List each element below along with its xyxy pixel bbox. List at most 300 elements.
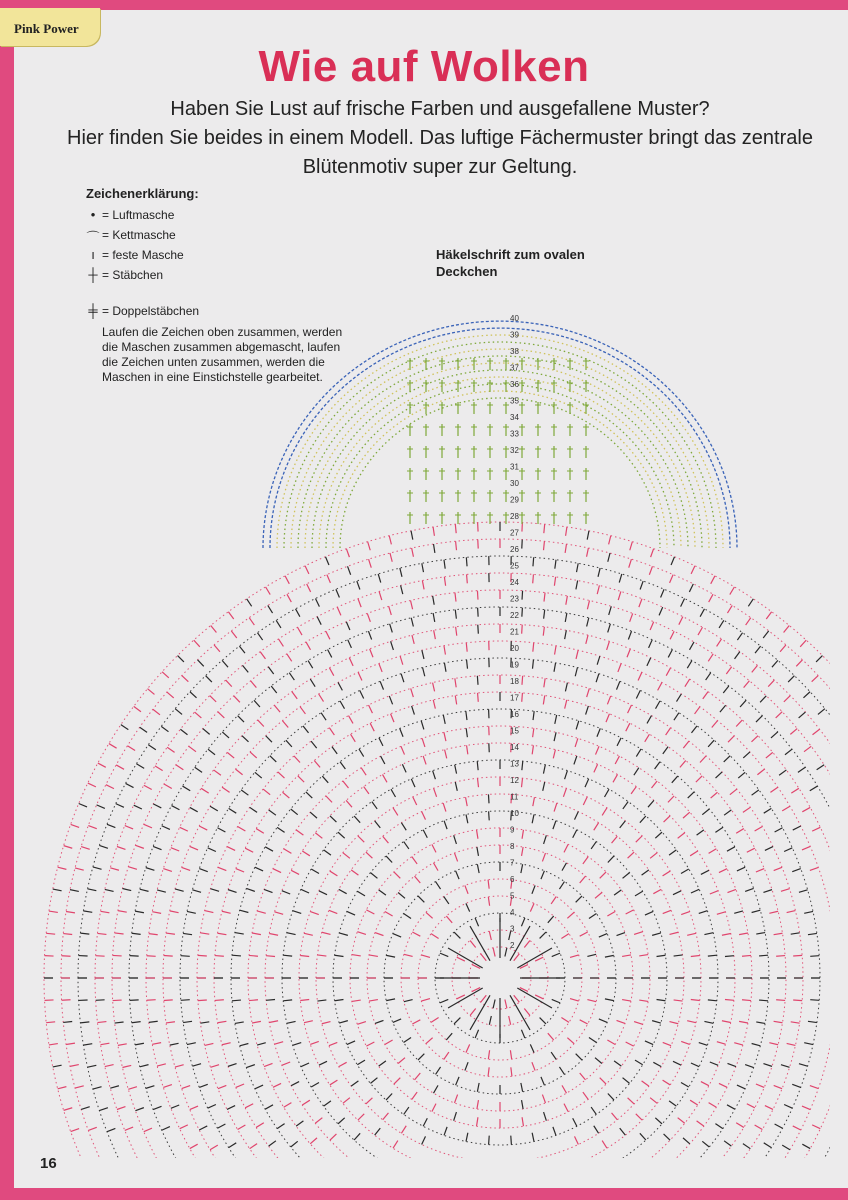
stitch-mark <box>83 1044 92 1045</box>
stitch-mark <box>401 585 403 594</box>
stitch-mark <box>161 726 168 731</box>
stitch-mark <box>306 792 312 798</box>
stitch-mark <box>310 912 318 915</box>
stitch-mark <box>444 821 447 829</box>
stitch-mark <box>46 1022 55 1023</box>
stitch-mark <box>305 566 309 574</box>
stitch-mark <box>802 807 810 811</box>
stitch-mark <box>674 955 683 956</box>
stitch-mark <box>688 792 694 798</box>
stitch-mark <box>199 1084 207 1087</box>
stitch-mark <box>330 816 337 822</box>
round-number-label: 26 <box>510 545 519 554</box>
stitch-mark <box>717 912 726 915</box>
stitch-mark <box>739 1021 748 1023</box>
stitch-mark <box>286 740 292 747</box>
stitch-mark <box>330 871 338 876</box>
stitch-mark <box>80 1022 89 1023</box>
stitch-mark <box>668 649 672 657</box>
stitch-mark <box>613 774 618 782</box>
stitch-mark <box>386 1093 392 1100</box>
stitch-mark <box>764 808 772 813</box>
stitch-mark <box>199 826 207 830</box>
stitch-mark <box>401 674 404 683</box>
stitch-mark <box>218 933 227 934</box>
stitch-mark <box>594 1126 599 1134</box>
stitch-mark <box>580 1073 586 1080</box>
stitch-mark <box>116 765 124 769</box>
stitch-mark <box>543 765 545 774</box>
stitch-mark <box>605 955 614 957</box>
stitch-mark <box>488 880 489 889</box>
stitch-mark <box>422 563 424 572</box>
stitch-mark <box>393 808 398 816</box>
stitch-mark <box>645 734 650 742</box>
stitch-mark <box>180 1125 188 1129</box>
stitch-mark <box>564 1104 568 1112</box>
stitch-mark <box>293 911 302 914</box>
stitch-mark <box>436 882 441 889</box>
stitch-mark <box>243 665 249 672</box>
stitch-mark <box>434 788 437 796</box>
stitch-mark <box>661 589 664 597</box>
stitch-mark <box>218 1021 227 1022</box>
stitch-mark <box>411 600 413 609</box>
stitch-mark <box>752 665 758 672</box>
stitch-mark <box>195 767 202 772</box>
stitch-mark <box>599 1019 607 1022</box>
stitch-mark <box>358 836 364 842</box>
stitch-mark <box>268 605 273 613</box>
stitch-mark <box>352 1000 361 1001</box>
stitch-mark <box>263 789 270 795</box>
stitch-mark <box>214 645 220 652</box>
stitch-mark <box>229 808 237 813</box>
stitch-mark <box>594 823 599 831</box>
stitch-mark <box>752 910 761 912</box>
stitch-mark <box>58 867 67 869</box>
stitch-mark <box>296 609 300 617</box>
stitch-mark <box>640 816 646 823</box>
stitch-mark <box>277 1124 284 1129</box>
stitch-mark <box>577 563 579 572</box>
stitch-mark <box>511 1136 512 1145</box>
stitch-mark <box>315 1118 322 1124</box>
stitch-mark <box>784 1104 792 1108</box>
stitch-mark <box>561 1017 569 1022</box>
pink-frame-bottom <box>0 1188 848 1200</box>
stitch-mark <box>663 910 671 913</box>
stitch-mark <box>650 622 654 630</box>
stitch-mark <box>533 797 535 806</box>
stitch-mark <box>93 867 102 869</box>
stitch-mark <box>298 776 304 782</box>
stitch-mark <box>566 527 567 536</box>
stitch-mark <box>275 1042 284 1045</box>
stitch-mark <box>598 568 600 577</box>
stitch-mark <box>533 557 534 566</box>
stitch-mark <box>793 826 801 830</box>
stitch-mark <box>755 646 761 653</box>
stitch-mark <box>522 608 523 617</box>
stitch-mark <box>421 721 424 730</box>
stitch-mark <box>182 867 191 870</box>
intro-line: Haben Sie Lust auf frische Farben und ausgefallene Muster? <box>170 98 710 120</box>
stitch-mark <box>162 672 169 678</box>
stitch-mark <box>413 797 417 805</box>
stitch-mark <box>787 1043 796 1045</box>
stitch-mark <box>634 768 639 776</box>
stitch-mark <box>164 784 172 789</box>
stitch-mark <box>178 656 184 662</box>
stitch-mark <box>594 764 598 772</box>
stitch-mark <box>681 598 685 606</box>
stitch-mark <box>543 696 544 705</box>
stitch-mark <box>250 752 257 758</box>
stitch-mark <box>157 890 166 892</box>
stitch-mark <box>481 954 487 961</box>
stitch-mark <box>79 803 87 806</box>
stitch-mark <box>551 1052 556 1059</box>
stitch-mark <box>756 933 765 935</box>
stitch-mark <box>617 738 621 746</box>
stitch-mark <box>812 827 820 831</box>
stitch-mark <box>478 693 479 702</box>
stitch-mark <box>379 664 382 672</box>
stitch-mark <box>737 867 745 871</box>
stitch-mark <box>394 872 400 878</box>
stitch-mark <box>636 1114 642 1120</box>
stitch-mark <box>257 1043 266 1045</box>
stitch-mark <box>618 591 621 600</box>
stitch-mark <box>269 810 276 815</box>
stitch-mark <box>400 656 403 665</box>
stitch-mark <box>779 770 786 775</box>
stitch-mark <box>222 660 228 667</box>
stitch-mark <box>587 531 589 540</box>
stitch-mark <box>735 652 740 659</box>
stitch-mark <box>626 1042 634 1046</box>
stitch-mark <box>674 713 679 720</box>
stitch-mark <box>125 826 133 829</box>
stitch-mark <box>401 823 406 831</box>
stitch-mark <box>455 593 456 602</box>
stitch-mark <box>755 827 763 832</box>
stitch-mark <box>64 846 73 849</box>
stitch-mark <box>784 848 792 852</box>
stitch-mark <box>640 581 643 589</box>
stitch-mark <box>200 1022 209 1023</box>
stitch-mark <box>488 897 489 906</box>
stitch-mark <box>296 830 303 835</box>
stitch-mark <box>702 809 709 815</box>
stitch-mark <box>736 720 742 727</box>
stitch-mark <box>250 1144 257 1149</box>
stitch-mark <box>107 824 115 827</box>
stitch-mark <box>97 1022 106 1023</box>
crochet-chart-diagram <box>30 298 830 1158</box>
stitch-mark <box>600 872 606 878</box>
stitch-mark <box>477 761 478 770</box>
stitch-mark <box>620 1128 626 1135</box>
center-spoke <box>517 988 552 1008</box>
stitch-mark <box>591 842 596 849</box>
stitch-mark <box>544 524 545 533</box>
stitch-mark <box>540 1018 546 1024</box>
stitch-mark <box>816 656 822 662</box>
stitch-mark <box>379 1061 386 1066</box>
stitch-mark <box>724 756 730 762</box>
page-number: 16 <box>40 1155 57 1172</box>
center-spoke <box>448 988 483 1008</box>
chart-title <box>436 246 585 280</box>
stitch-mark <box>66 1043 75 1044</box>
stitch-mark <box>734 911 743 913</box>
stitch-mark <box>75 1086 84 1088</box>
stitch-mark <box>670 631 674 639</box>
stitch-mark <box>144 824 152 828</box>
stitch-mark <box>791 933 800 934</box>
stitch-mark <box>147 1000 156 1001</box>
stitch-mark <box>128 867 137 870</box>
stitch-mark <box>215 1000 224 1001</box>
stitch-mark <box>748 599 753 606</box>
stitch-mark <box>466 557 467 566</box>
stitch-mark <box>555 715 557 724</box>
stitch-mark <box>553 1127 556 1135</box>
stitch-mark <box>434 1085 439 1093</box>
stitch-mark <box>780 645 786 652</box>
stitch-mark <box>200 933 209 934</box>
stitch-mark <box>284 849 292 854</box>
stitch-mark <box>636 749 641 757</box>
stitch-mark <box>716 772 723 778</box>
stitch-mark <box>110 868 119 870</box>
stitch-mark <box>404 1000 413 1002</box>
stitch-mark <box>182 1086 191 1089</box>
stitch-mark <box>349 716 354 724</box>
stitch-mark <box>709 849 717 854</box>
stitch-mark <box>317 1000 326 1001</box>
stitch-mark <box>608 553 610 562</box>
stitch-mark <box>381 756 385 764</box>
stitch-mark <box>146 1086 155 1089</box>
stitch-mark <box>358 672 362 680</box>
stitch-mark <box>181 956 190 957</box>
stitch-mark <box>700 756 706 763</box>
section-tab-label: Pink Power <box>14 21 79 36</box>
stitch-mark <box>612 1113 618 1120</box>
stitch-mark <box>580 1020 588 1024</box>
stitch-mark <box>617 1020 625 1023</box>
round-number-label: 24 <box>510 578 519 587</box>
stitch-mark <box>709 1103 717 1108</box>
stitch-mark <box>357 581 360 589</box>
stitch-mark <box>411 531 413 540</box>
round-ring <box>146 624 830 1158</box>
stitch-mark <box>628 631 631 639</box>
stitch-mark <box>236 769 243 775</box>
stitch-mark <box>466 728 467 737</box>
stitch-mark <box>346 800 352 807</box>
stitch-mark <box>570 999 579 1002</box>
stitch-mark <box>742 1000 751 1001</box>
stitch-mark <box>422 581 424 590</box>
stitch-mark <box>521 1083 523 1092</box>
stitch-mark <box>808 933 817 934</box>
stitch-mark <box>586 635 588 644</box>
stitch-mark <box>192 890 201 892</box>
stitch-mark <box>541 1077 544 1085</box>
stitch-mark <box>218 867 226 870</box>
round-number-label: 6 <box>510 875 515 884</box>
stitch-mark <box>738 772 745 778</box>
stitch-mark <box>444 1127 447 1135</box>
stitch-mark <box>375 1020 383 1023</box>
stitch-mark <box>717 639 722 647</box>
stitch-mark <box>781 889 790 892</box>
stitch-mark <box>678 833 685 839</box>
stitch-mark <box>398 1058 405 1064</box>
stitch-mark <box>730 789 737 795</box>
stitch-mark <box>423 830 427 838</box>
stitch-mark <box>135 1043 144 1045</box>
stitch-mark <box>300 999 309 1000</box>
stitch-mark <box>788 676 794 682</box>
stitch-mark <box>49 911 58 912</box>
stitch-mark <box>553 821 556 829</box>
stitch-mark <box>489 811 490 820</box>
stitch-mark <box>455 765 457 774</box>
stitch-mark <box>782 806 790 811</box>
stitch-mark <box>210 806 218 811</box>
stitch-mark <box>180 827 188 831</box>
stitch-mark <box>190 692 197 698</box>
stitch-mark <box>369 705 373 713</box>
stitch-mark <box>561 934 569 939</box>
stitch-mark <box>433 683 435 692</box>
stitch-mark <box>596 746 600 754</box>
stitch-mark <box>583 1092 588 1099</box>
stitch-mark <box>768 680 774 687</box>
stitch-mark <box>522 847 524 856</box>
stitch-mark <box>401 746 405 754</box>
stitch-mark <box>565 544 566 553</box>
stitch-mark <box>236 869 244 872</box>
stitch-mark <box>412 932 420 936</box>
stitch-mark <box>322 932 331 934</box>
round-ring <box>333 811 667 1145</box>
stitch-mark <box>255 772 262 778</box>
stitch-mark <box>648 800 654 807</box>
stitch-mark <box>702 1141 709 1147</box>
stitch-mark <box>426 912 433 918</box>
stitch-mark <box>183 786 191 791</box>
stitch-mark <box>218 1085 226 1088</box>
lobe-round <box>270 328 730 548</box>
stitch-mark <box>411 618 413 627</box>
stitch-mark <box>756 1022 765 1024</box>
stitch-mark <box>514 954 520 961</box>
stitch-mark <box>255 1085 263 1089</box>
stitch-mark <box>725 999 734 1000</box>
stitch-mark <box>477 1100 479 1109</box>
stitch-mark <box>187 911 196 913</box>
stitch-mark <box>622 1000 631 1002</box>
stitch-mark <box>385 1040 393 1045</box>
stitch-mark <box>652 1021 661 1023</box>
round-number-label: 17 <box>510 693 519 703</box>
stitch-mark <box>620 821 626 828</box>
stitch-mark <box>293 1043 302 1046</box>
stitch-mark <box>697 1121 704 1126</box>
stitch-mark <box>524 1008 530 1015</box>
stitch-mark <box>580 932 588 936</box>
stitch-mark <box>730 587 735 595</box>
stitch-mark <box>310 1138 317 1144</box>
stitch-mark <box>370 649 373 657</box>
stitch-mark <box>574 756 577 765</box>
stitch-mark <box>81 847 90 850</box>
stitch-mark <box>118 1044 127 1046</box>
stitch-mark <box>346 622 350 630</box>
stitch-mark <box>548 1033 554 1040</box>
stitch-mark <box>617 681 620 689</box>
stitch-mark <box>383 774 388 782</box>
stitch-mark <box>756 716 762 722</box>
stitch-mark <box>757 769 764 775</box>
stitch-mark <box>792 869 800 872</box>
stitch-mark <box>687 1021 696 1023</box>
stitch-mark <box>711 792 718 798</box>
stitch-mark <box>336 589 339 597</box>
stitch-mark <box>793 955 802 956</box>
stitch-mark <box>431 1017 439 1022</box>
stitch-mark <box>206 676 212 682</box>
stitch-mark <box>690 1100 698 1105</box>
stitch-mark <box>454 835 457 844</box>
stitch-mark <box>670 932 679 934</box>
round-number-label: 29 <box>510 495 519 505</box>
stitch-mark <box>190 807 198 811</box>
stitch-mark <box>385 912 393 917</box>
stitch-mark <box>655 762 660 769</box>
stitch-mark <box>210 1065 219 1068</box>
stitch-mark <box>58 1087 67 1089</box>
stitch-mark <box>583 857 588 864</box>
stitch-mark <box>264 889 272 892</box>
stitch-mark <box>639 1000 648 1001</box>
stitch-mark <box>653 1062 661 1066</box>
stitch-mark <box>116 804 124 808</box>
round-number-label: 35 <box>510 396 519 406</box>
stitch-mark <box>576 1054 582 1060</box>
stitch-mark <box>734 1043 743 1045</box>
round-ring <box>401 879 599 1077</box>
stitch-mark <box>115 933 124 934</box>
stitch-mark <box>163 869 172 872</box>
stitch-mark <box>680 761 686 768</box>
stitch-mark <box>623 802 628 809</box>
stitch-mark <box>535 957 543 961</box>
stitch-mark <box>339 933 348 935</box>
stitch-mark <box>404 954 413 956</box>
stitch-mark <box>222 787 229 792</box>
stitch-mark <box>477 1083 479 1092</box>
stitch-mark <box>254 700 260 707</box>
stitch-mark <box>271 686 277 693</box>
stitch-mark <box>669 1101 676 1106</box>
